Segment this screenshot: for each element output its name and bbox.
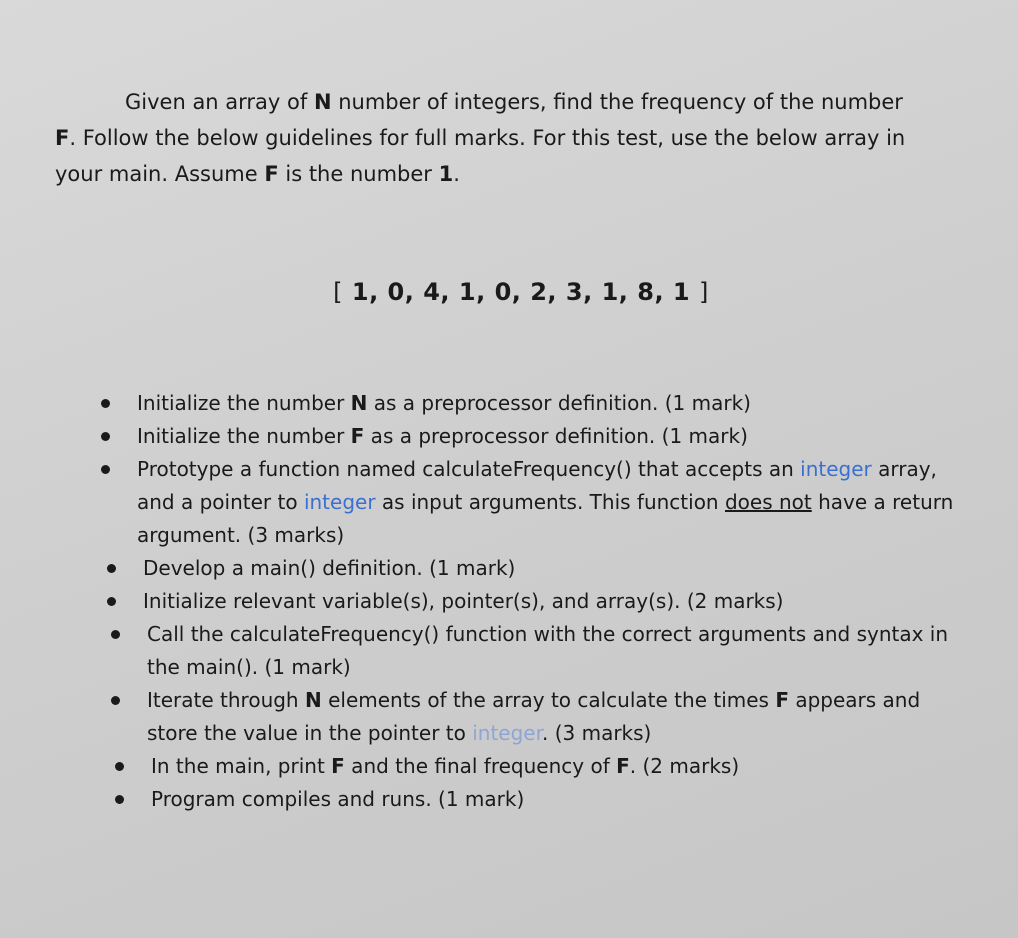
- array-values: 1, 0, 4, 1, 0, 2, 3, 1, 8, 1: [351, 278, 691, 306]
- array-open-bracket: [: [333, 278, 344, 306]
- guidelines-list: [95, 387, 965, 816]
- guideline-item: Iterate through N elements of the array to calculate the times F appears and store the value in the pointer to integer. (3 marks): [105, 684, 965, 750]
- bullet-icon: [111, 696, 120, 705]
- guideline-item: Prototype a function named calculateFrequency() that accepts an integer array, and a pointer to integer as input arguments. This function does not have a return argument. (3 marks): [95, 453, 965, 552]
- bullet-icon: [101, 432, 110, 441]
- bullet-icon: [101, 465, 110, 474]
- bullet-icon: [111, 630, 120, 639]
- array-close-bracket: ]: [698, 278, 709, 306]
- bullet-icon: [101, 399, 110, 408]
- bullet-icon: [115, 762, 124, 771]
- bullet-icon: [107, 597, 116, 606]
- input-array: [0, 278, 1018, 306]
- intro-line-3: your main. Assume F is the number 1.: [55, 162, 460, 186]
- guideline-item: Initialize the number F as a preprocessor definition. (1 mark): [95, 420, 965, 453]
- guideline-item: Initialize the number N as a preprocessor definition. (1 mark): [95, 387, 965, 420]
- intro-line-2: F. Follow the below guidelines for full marks. For this test, use the below array in: [55, 126, 906, 150]
- guideline-item: In the main, print F and the final frequency of F. (2 marks): [109, 750, 965, 783]
- guideline-item: Call the calculateFrequency() function with the correct arguments and syntax in the main(). (1 mark): [105, 618, 965, 684]
- guideline-item: Program compiles and runs. (1 mark): [109, 783, 965, 816]
- bullet-icon: [107, 564, 116, 573]
- problem-statement: [55, 84, 980, 192]
- intro-line-1: Given an array of N number of integers, find the frequency of the number: [125, 90, 903, 114]
- guideline-item: Initialize relevant variable(s), pointer(s), and array(s). (2 marks): [101, 585, 965, 618]
- bullet-icon: [115, 795, 124, 804]
- guideline-item: Develop a main() definition. (1 mark): [101, 552, 965, 585]
